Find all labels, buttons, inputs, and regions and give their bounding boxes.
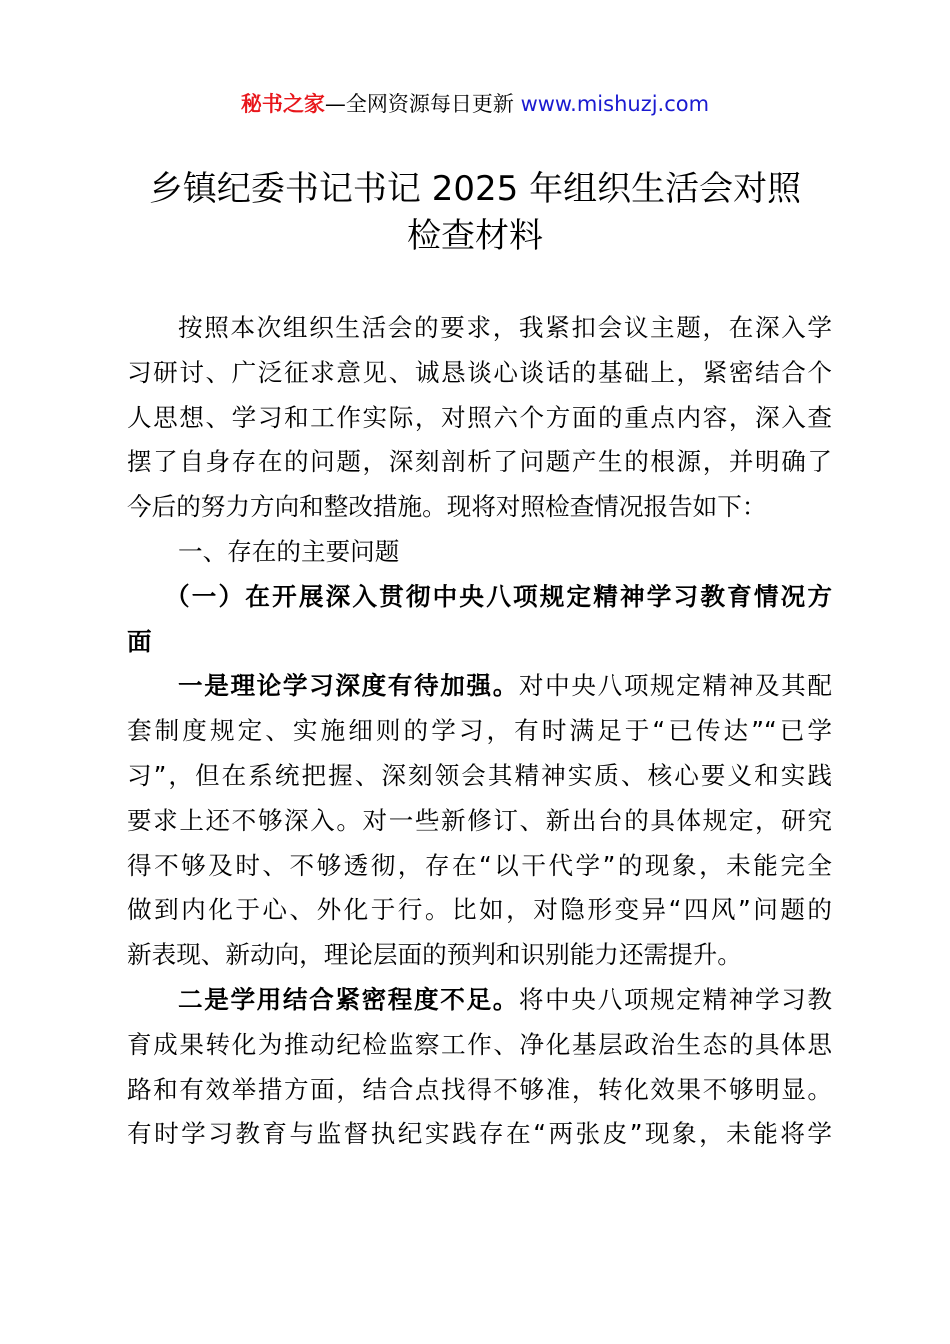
point-lead-line xyxy=(127,664,832,709)
brand-name: 秘书之家 xyxy=(240,92,325,116)
body-line: 习研讨、广泛征求意见、诚恳谈心谈话的基础上，紧密结合个 xyxy=(127,357,832,387)
section-heading: 一、存在的主要问题 xyxy=(178,536,400,566)
subsection-text: （一）在开展深入贯彻中央八项规定精神学习教育情况方 xyxy=(165,581,832,611)
body-line: 新表现、新动向，理论层面的预判和识别能力还需提升。 xyxy=(127,940,742,970)
title-line: 检查材料 xyxy=(407,216,543,256)
body-line: 摆了自身存在的问题，深刻剖析了问题产生的根源，并明确了 xyxy=(127,447,832,477)
document-body xyxy=(127,306,832,1157)
subsection-text: 面 xyxy=(127,626,152,656)
subsection-heading xyxy=(127,575,832,620)
body-line: 路和有效举措方面，结合点找得不够准，转化效果不够明显。 xyxy=(127,1074,832,1104)
body-line: 育成果转化为推动纪检监察工作、净化基层政治生态的具体思 xyxy=(127,1029,832,1059)
body-line: 做到内化于心、外化于行。比如，对隐形变异“四风”问题的 xyxy=(127,895,832,925)
point-text: 对中央八项规定精神及其配 xyxy=(518,671,832,701)
body-line: 今后的努力方向和整改措施。现将对照检查情况报告如下： xyxy=(127,492,767,522)
body-line: 得不够及时、不够透彻，存在“以干代学”的现象，未能完全 xyxy=(127,850,832,880)
body-line: 有时学习教育与监督执纪实践存在“两张皮”现象，未能将学 xyxy=(127,1119,832,1149)
point-lead-line xyxy=(127,978,832,1023)
point-lead: 一是理论学习深度有待加强。 xyxy=(178,671,519,701)
document-title xyxy=(100,166,850,260)
site-url[interactable]: www.mishuzj.com xyxy=(520,92,710,116)
body-line: 按照本次组织生活会的要求，我紧扣会议主题，在深入学 xyxy=(178,313,832,342)
body-line: 习”，但在系统把握、深刻领会其精神实质、核心要义和实践 xyxy=(127,760,832,790)
body-line: 套制度规定、实施细则的学习，有时满足于“已传达”“已学 xyxy=(127,716,832,746)
header-tagline: —全网资源每日更新 xyxy=(324,92,514,116)
subsection-heading-cont xyxy=(127,620,832,665)
point-lead: 二是学用结合紧密程度不足。 xyxy=(178,984,519,1014)
body-line: 要求上还不够深入。对一些新修订、新出台的具体规定，研究 xyxy=(127,805,832,835)
watermark-header xyxy=(0,88,950,120)
body-line: 人思想、学习和工作实际，对照六个方面的重点内容，深入查 xyxy=(127,402,832,432)
point-text: 将中央八项规定精神学习教 xyxy=(518,984,832,1014)
title-line: 乡镇纪委书记书记 2025 年组织生活会对照 xyxy=(148,169,802,209)
